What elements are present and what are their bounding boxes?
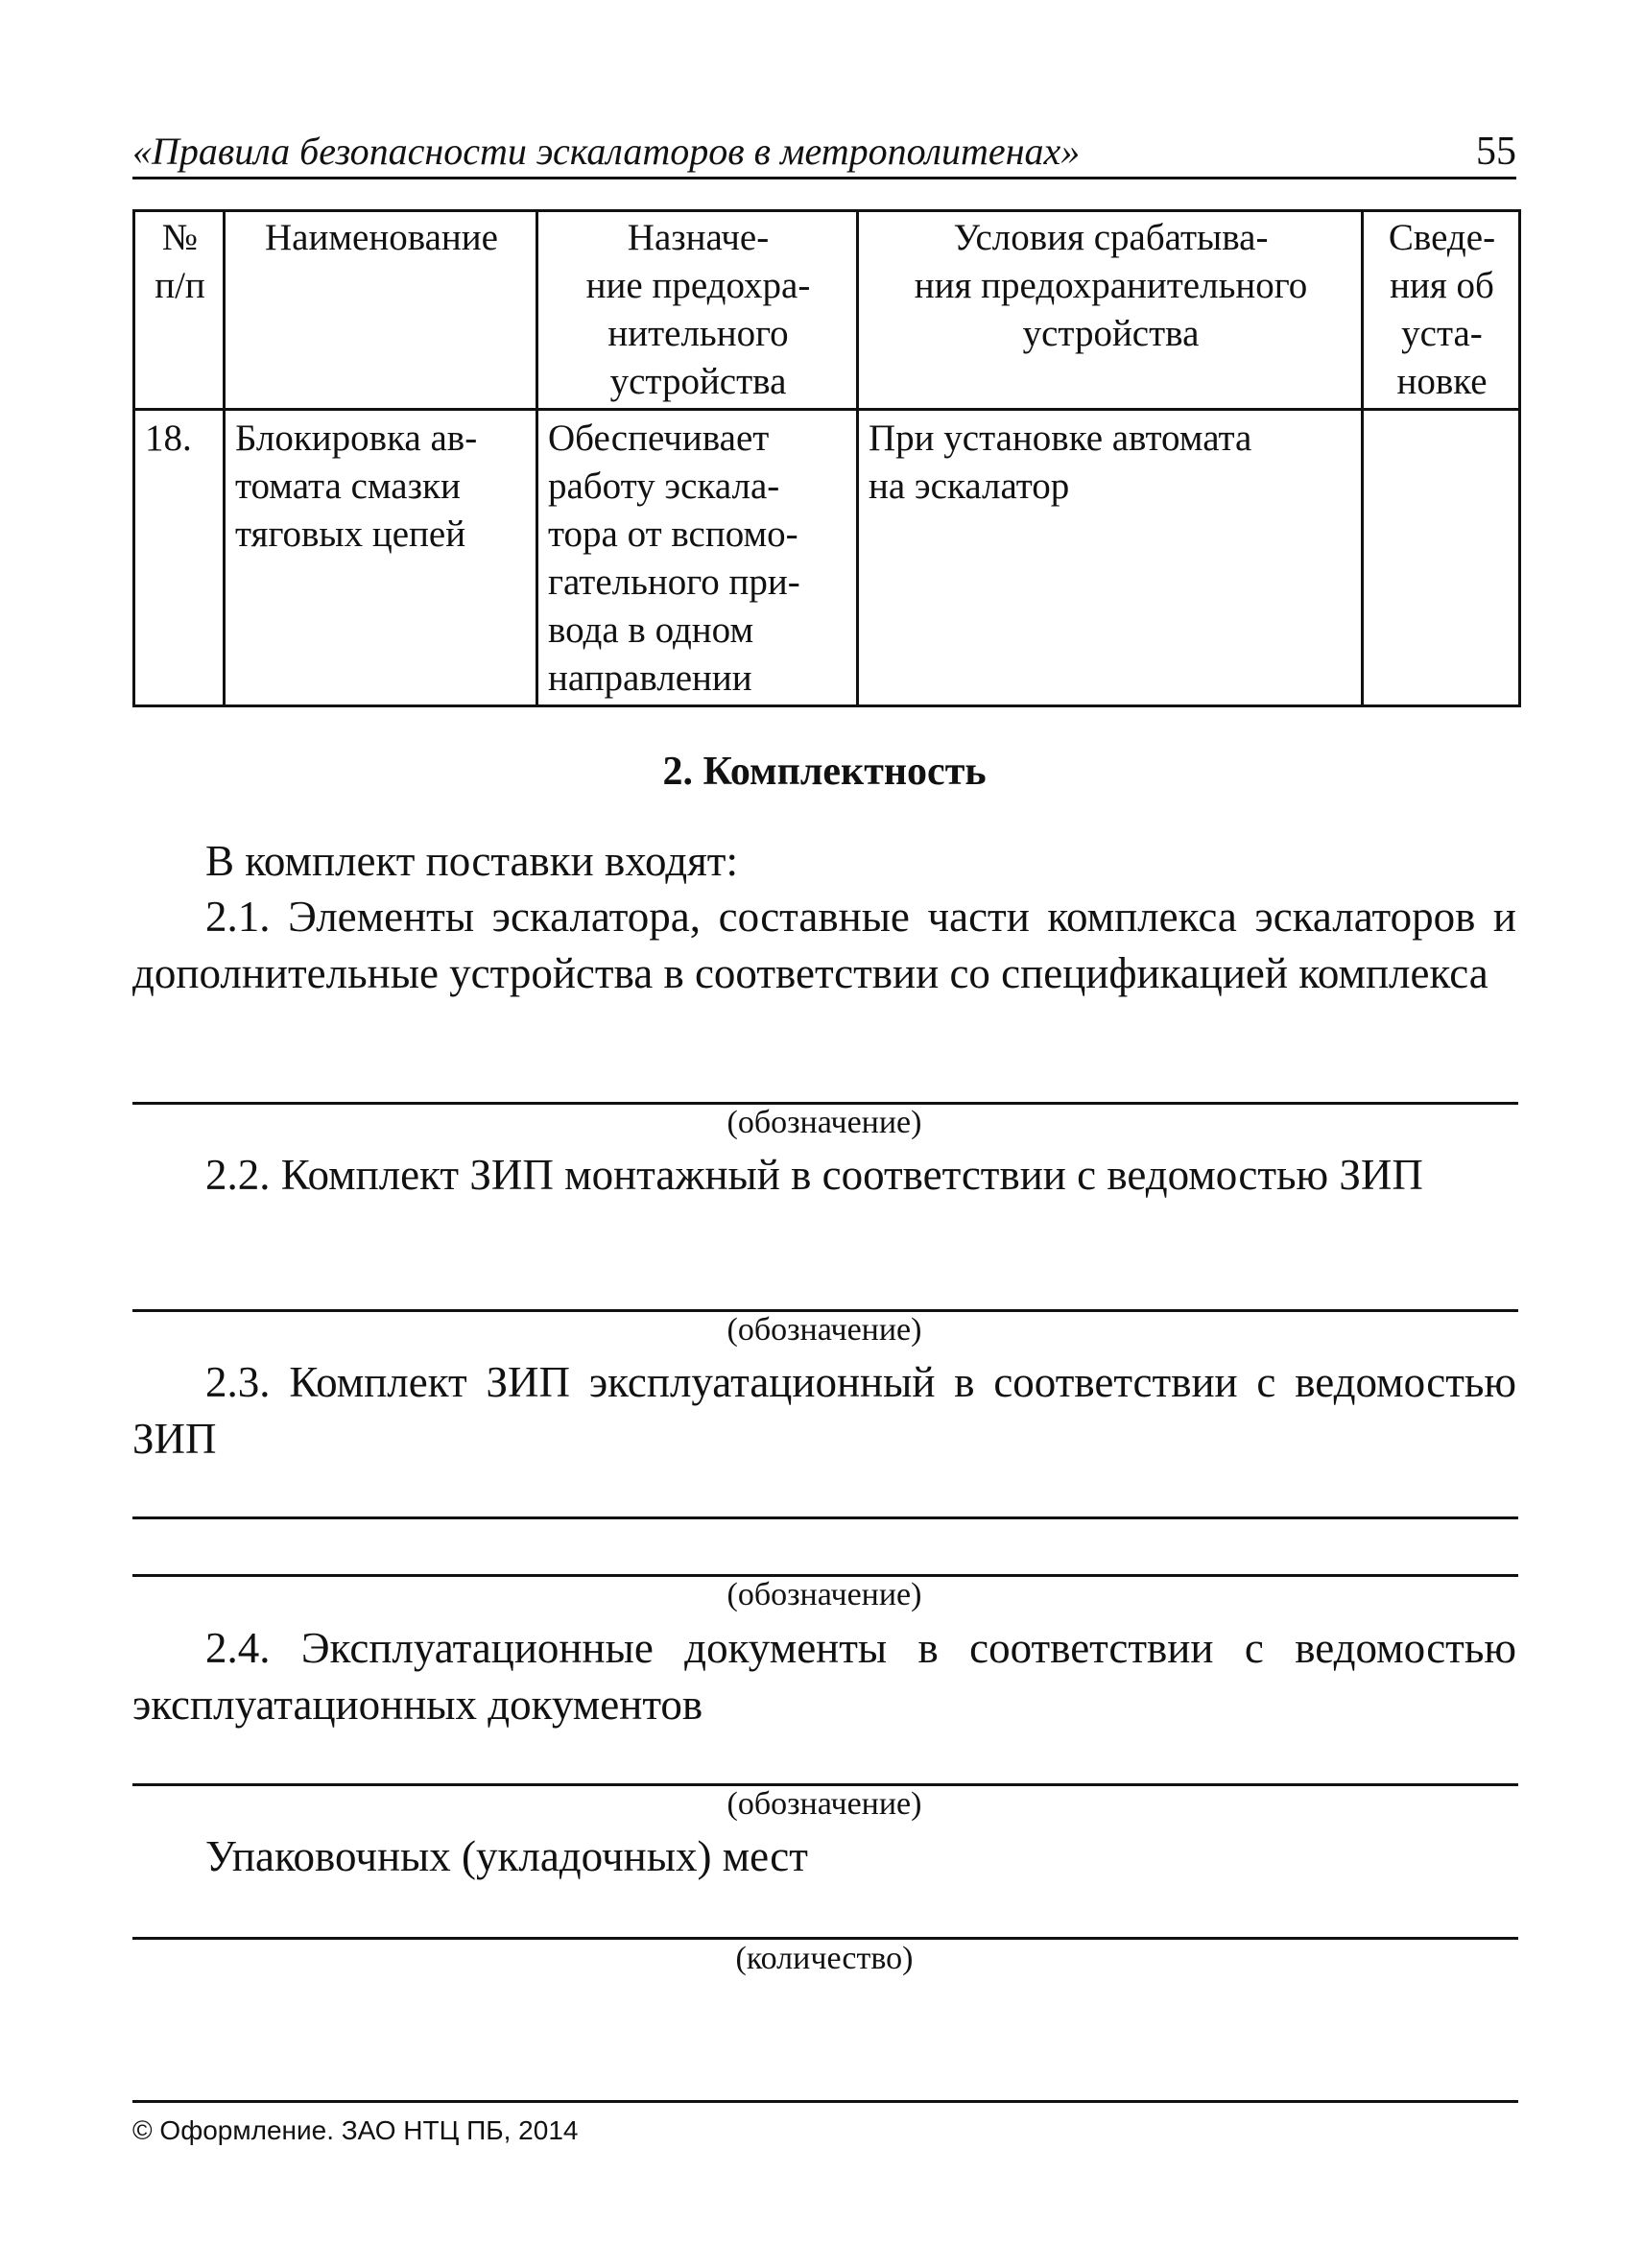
cell-name <box>225 410 537 706</box>
running-header <box>132 123 1516 179</box>
caption-designation-2: (обозначение) <box>726 1312 922 1348</box>
header-install <box>1363 211 1520 410</box>
cell-name-text: Блокировка ав- томата смазки тяговых цепей <box>235 418 478 555</box>
header-purpose-text: Назначе- ние предохра- нительного устройства <box>585 217 811 402</box>
header-name-text: Наименование <box>265 217 498 258</box>
cell-conditions <box>858 410 1363 706</box>
cell-purpose <box>537 410 858 706</box>
table-header-row <box>134 211 1520 410</box>
header-number-text: № п/п <box>155 217 205 306</box>
footer-rule <box>132 2100 1518 2103</box>
header-conditions-text: Условия срабатыва- ния предохранительного устройства <box>914 217 1308 354</box>
cell-number-text: 18. <box>145 418 192 459</box>
cell-install <box>1363 410 1520 706</box>
caption-designation-1: (обозначение) <box>726 1105 922 1140</box>
header-conditions <box>858 211 1363 410</box>
section-title: 2. Комплектность <box>662 750 987 794</box>
header-purpose <box>537 211 858 410</box>
table-row <box>134 410 1520 706</box>
item-2-3: 2.3. Комплект ЗИП эксплуатационный в соответствии с ведомостью ЗИП <box>132 1358 1516 1463</box>
item-2-4: 2.4. Эксплуатационные документы в соответствии с ведомостью эксплуатационных документов <box>132 1624 1516 1729</box>
section-intro: В комплект поставки входят: <box>205 837 738 885</box>
running-title: «Правила безопасности эскалаторов в метрополитенах» <box>132 130 1081 173</box>
header-name <box>225 211 537 410</box>
cell-purpose-text: Обеспечивает работу эскала- тора от вспомо- гательного при- вода в одном направлении <box>548 418 800 699</box>
page-number: 55 <box>1476 130 1516 174</box>
item-2-1: 2.1. Элементы эскалатора, составные части комплекса эскалаторов и дополнительные устройства в соответствии со спецификацией комплекса <box>132 893 1516 997</box>
cell-conditions-text: При установке автомата на эскалатор <box>869 418 1252 507</box>
caption-designation-3: (обозначение) <box>726 1577 922 1612</box>
header-number <box>134 211 225 410</box>
header-install-text: Сведе- ния об уста- новке <box>1388 217 1496 402</box>
safety-device-table <box>132 209 1521 707</box>
footer-copyright: © Оформление. ЗАО НТЦ ПБ, 2014 <box>132 2115 579 2145</box>
document-page <box>132 0 1516 2268</box>
fill-in-line-3a <box>132 1516 1518 1519</box>
cell-number <box>134 410 225 706</box>
caption-quantity: (количество) <box>735 1941 914 1976</box>
caption-designation-4: (обозначение) <box>726 1786 922 1822</box>
fill-in-line-5 <box>132 1937 1518 1940</box>
packaging-places: Упаковочных (укладочных) мест <box>205 1832 808 1880</box>
item-2-2: 2.2. Комплект ЗИП монтажный в соответствии с ведомостью ЗИП <box>205 1151 1423 1199</box>
